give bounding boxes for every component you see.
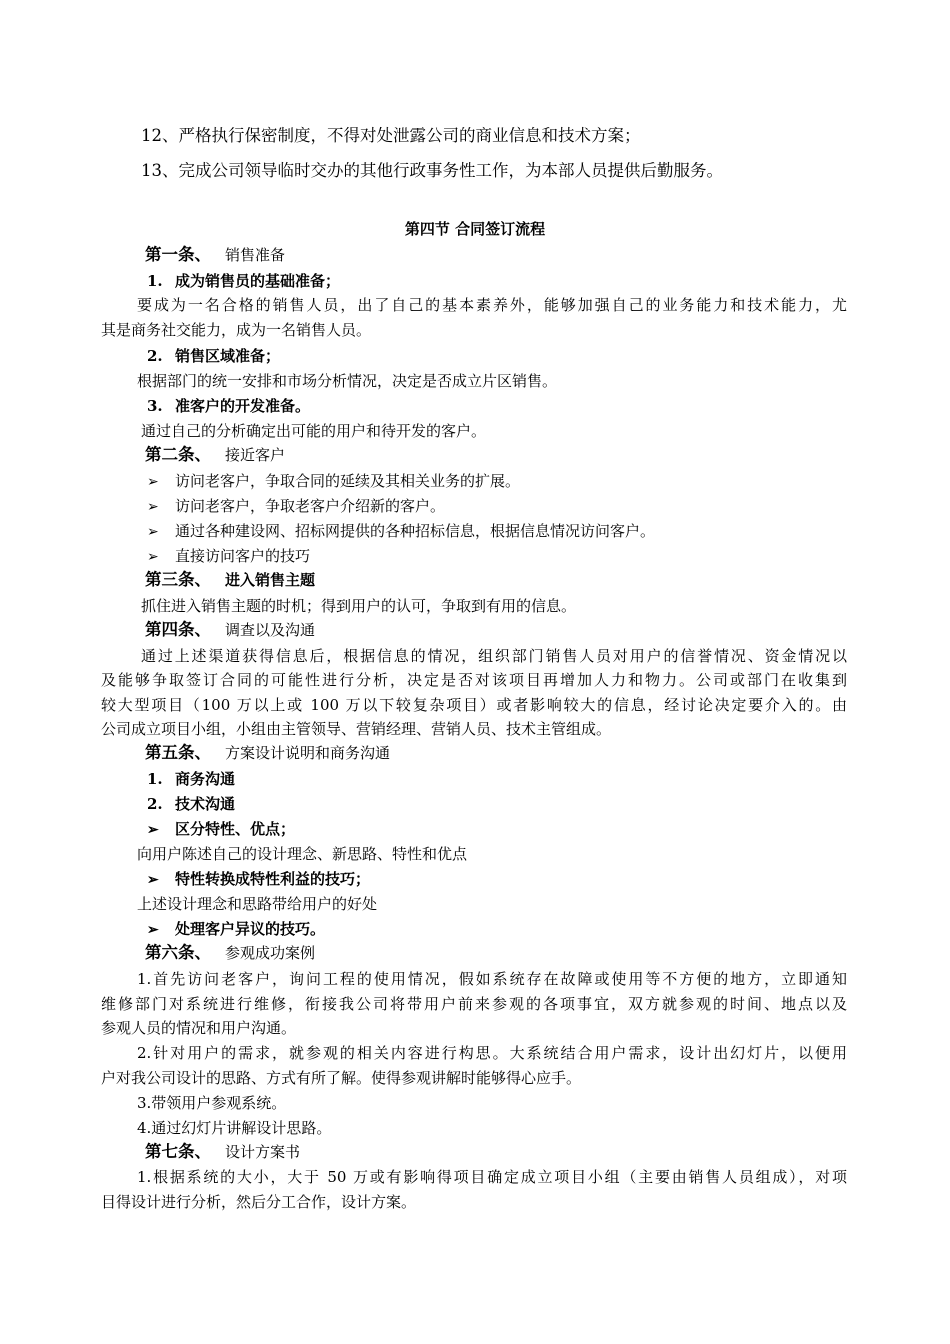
sub-number: 2. [147, 795, 163, 813]
article-2-heading [145, 445, 285, 465]
article-1-label: 第一条、 [145, 245, 211, 264]
paragraph-line: 向用户陈述自己的设计理念、新思路、特性和优点 [137, 845, 468, 863]
bullet-item: ➢ 通过各种建设网、招标网提供的各种招标信息，根据信息情况访问客户。 [147, 522, 656, 540]
sub-number: 1. [147, 272, 163, 290]
section-title: 第四节 合同签订流程 [404, 220, 546, 238]
article-7-label: 第七条、 [145, 1142, 211, 1161]
article-7-heading [145, 1142, 300, 1162]
bullet-item: ➢ 区分特性、优点； [147, 820, 296, 838]
arrow-bullet-icon: ➢ [147, 922, 159, 938]
paragraph-line: 目得设计进行分析，然后分工合作，设计方案。 [101, 1193, 417, 1211]
paragraph-line: 1.根据系统的大小，大于 50 万或有影响得项目确定成立项目小组（主要由销售人员组成），对项 [137, 1168, 847, 1186]
article-1-title: 销售准备 [225, 246, 286, 264]
paragraph-line: 较大型项目（100 万以上或 100 万以下较复杂项目）或者影响较大的信息，经讨论决定要介入的。由 [101, 696, 847, 714]
paragraph-line: 通过自己的分析确定出可能的用户和待开发的客户。 [141, 422, 487, 440]
article-6-title: 参观成功案例 [225, 944, 316, 962]
article-2-title: 接近客户 [225, 446, 286, 464]
article-1-sub-1 [147, 271, 340, 291]
paragraph-line: 抓住进入销售主题的时机；得到用户的认可，争取到有用的信息。 [141, 597, 577, 615]
arrow-bullet-icon: ➢ [147, 499, 159, 515]
paragraph-line: 户对我公司设计的思路、方式有所了解。使得参观讲解时能够得心应手。 [101, 1069, 582, 1087]
paragraph-line: 要成为一名合格的销售人员，出了自己的基本素养外，能够加强自己的业务能力和技术能力，尤 [137, 296, 847, 314]
article-5-sub-2: 2. 技术沟通 [147, 795, 236, 813]
list-item-12: 12、严格执行保密制度，不得对处泄露公司的商业信息和技术方案； [141, 126, 641, 145]
paragraph-line: 根据部门的统一安排和市场分析情况，决定是否成立片区销售。 [137, 372, 558, 390]
article-7-title: 设计方案书 [225, 1143, 301, 1161]
article-1-sub-2 [147, 346, 280, 366]
bullet-item: ➢ 访问老客户，争取老客户介绍新的客户。 [147, 497, 446, 515]
article-6-heading [145, 943, 315, 963]
bullet-item: ➢ 访问老客户，争取合同的延续及其相关业务的扩展。 [147, 472, 521, 490]
paragraph-line: 参观人员的情况和用户沟通。 [101, 1019, 297, 1037]
article-4-title: 调查以及沟通 [225, 621, 316, 639]
paragraph-line: 及能够争取签订合同的可能性进行分析，决定是否对该项目再增加人力和物力。公司或部门在收集到 [101, 671, 847, 689]
paragraph-line: 公司成立项目小组，小组由主管领导、营销经理、营销人员、技术主管组成。 [101, 720, 612, 738]
paragraph-line: 2.针对用户的需求，就参观的相关内容进行构思。大系统结合用户需求，设计出幻灯片，以便用 [137, 1044, 847, 1062]
sub-text: 销售区域准备； [175, 347, 281, 365]
article-4-heading [145, 620, 315, 640]
paragraph-line: 3.带领用户参观系统。 [137, 1094, 287, 1112]
article-5-title: 方案设计说明和商务沟通 [225, 744, 391, 762]
bullet-item: ➢ 处理客户异议的技巧。 [147, 920, 326, 938]
article-5-label: 第五条、 [145, 743, 211, 762]
paragraph-line: 上述设计理念和思路带给用户的好处 [137, 895, 378, 913]
paragraph-line: 其是商务社交能力，成为一名销售人员。 [101, 321, 372, 339]
sub-number: 3. [147, 397, 163, 415]
article-3-label: 第三条、 [145, 570, 211, 589]
paragraph-line: 4.通过幻灯片讲解设计思路。 [137, 1119, 332, 1137]
article-2-label: 第二条、 [145, 445, 211, 464]
arrow-bullet-icon: ➢ [147, 549, 159, 565]
article-3-title: 进入销售主题 [225, 571, 316, 589]
arrow-bullet-icon: ➢ [147, 822, 159, 838]
arrow-bullet-icon: ➢ [147, 474, 159, 490]
article-5-heading [145, 743, 390, 763]
sub-number: 1. [147, 770, 163, 788]
arrow-bullet-icon: ➢ [147, 524, 159, 540]
bullet-item: ➢ 直接访问客户的技巧 [147, 547, 311, 565]
bullet-item: ➢ 特性转换成特性利益的技巧； [147, 870, 371, 888]
paragraph-line: 1.首先访问老客户，询问工程的使用情况，假如系统存在故障或使用等不方便的地方，立即通知 [137, 970, 847, 988]
sub-text: 准客户的开发准备。 [175, 397, 311, 415]
article-5-sub-1: 1. 商务沟通 [147, 770, 236, 788]
sub-number: 2. [147, 347, 163, 365]
list-item-13: 13、完成公司领导临时交办的其他行政事务性工作，为本部人员提供后勤服务。 [141, 161, 723, 180]
article-4-label: 第四条、 [145, 620, 211, 639]
article-6-label: 第六条、 [145, 943, 211, 962]
arrow-bullet-icon: ➢ [147, 872, 159, 888]
paragraph-line: 通过上述渠道获得信息后，根据信息的情况，组织部门销售人员对用户的信誉情况、资金情况以 [141, 647, 847, 665]
article-3-heading [145, 570, 315, 590]
sub-text: 成为销售员的基础准备； [175, 272, 341, 290]
article-1-heading [145, 245, 285, 265]
article-1-sub-3 [147, 396, 310, 416]
paragraph-line: 维修部门对系统进行维修，衔接我公司将带用户前来参观的各项事宜，双方就参观的时间、地点以及 [101, 995, 847, 1013]
